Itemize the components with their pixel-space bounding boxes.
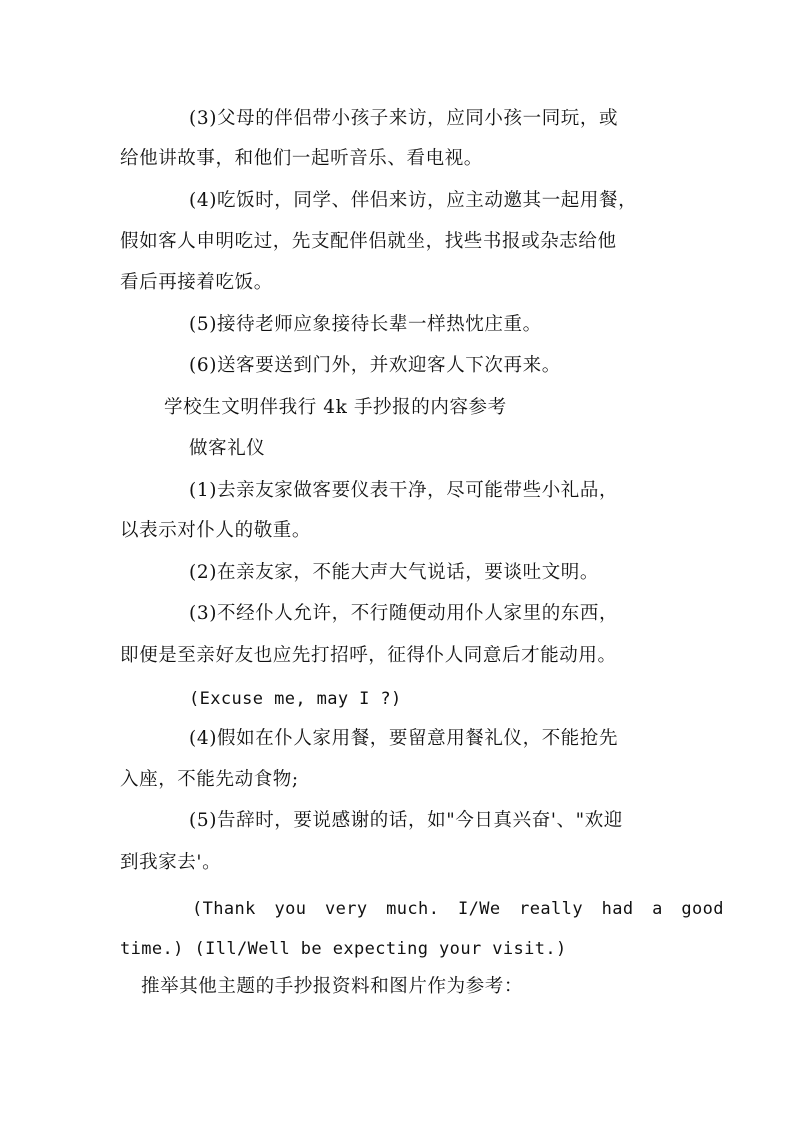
english-phrase-1: (Excuse me, may I ?) <box>189 689 402 709</box>
paragraph-line-16: 到我家去'。 <box>120 852 222 873</box>
paragraph-line-7: (6)送客要送到门外，并欢迎客人下次再来。 <box>189 355 561 376</box>
section-heading: 学校生文明伴我行 4k 手抄报的内容参考 <box>164 397 507 418</box>
paragraph-line-8: (1)去亲友家做客要仪表干净，尽可能带些小礼品， <box>189 480 619 501</box>
english-phrase-2: (Thank you very much. I/We really had a good <box>192 899 724 919</box>
paragraph-line-14: 入座，不能先动食物; <box>120 769 299 790</box>
paragraph-line-6: (5)接待老师应象接待长辈一样热忱庄重。 <box>189 314 542 335</box>
paragraph-line-11: (3)不经仆人允许，不行随便动用仆人家里的东西， <box>189 603 619 624</box>
paragraph-line-2: 给他讲故事，和他们一起听音乐、看电视。 <box>120 148 483 169</box>
english-phrase-3: time.) (Ill/Well be expecting your visit.) <box>120 939 567 959</box>
paragraph-line-3: (4)吃饭时，同学、伴侣来访，应主动邀其一起用餐， <box>189 190 638 211</box>
paragraph-line-13: (4)假如在仆人家用餐，要留意用餐礼仪，不能抢先 <box>189 728 619 749</box>
closing-line: 推举其他主题的手抄报资料和图片作为参考： <box>141 976 524 997</box>
paragraph-line-5: 看后再接着吃饭。 <box>120 272 273 293</box>
paragraph-line-4: 假如客人申明吃过，先支配伴侣就坐，找些书报或杂志给他 <box>120 231 617 252</box>
paragraph-line-10: (2)在亲友家，不能大声大气说话，要谈吐文明。 <box>189 562 600 583</box>
subsection-heading: 做客礼仪 <box>189 438 266 459</box>
paragraph-line-12: 即便是至亲好友也应先打招呼，征得仆人同意后才能动用。 <box>120 645 617 666</box>
paragraph-line-1: (3)父母的伴侣带小孩子来访，应同小孩一同玩，或 <box>189 108 619 129</box>
paragraph-line-9: 以表示对仆人的敬重。 <box>120 520 312 541</box>
paragraph-line-15: (5)告辞时，要说感谢的话，如"今日真兴奋'、"欢迎 <box>189 810 623 831</box>
